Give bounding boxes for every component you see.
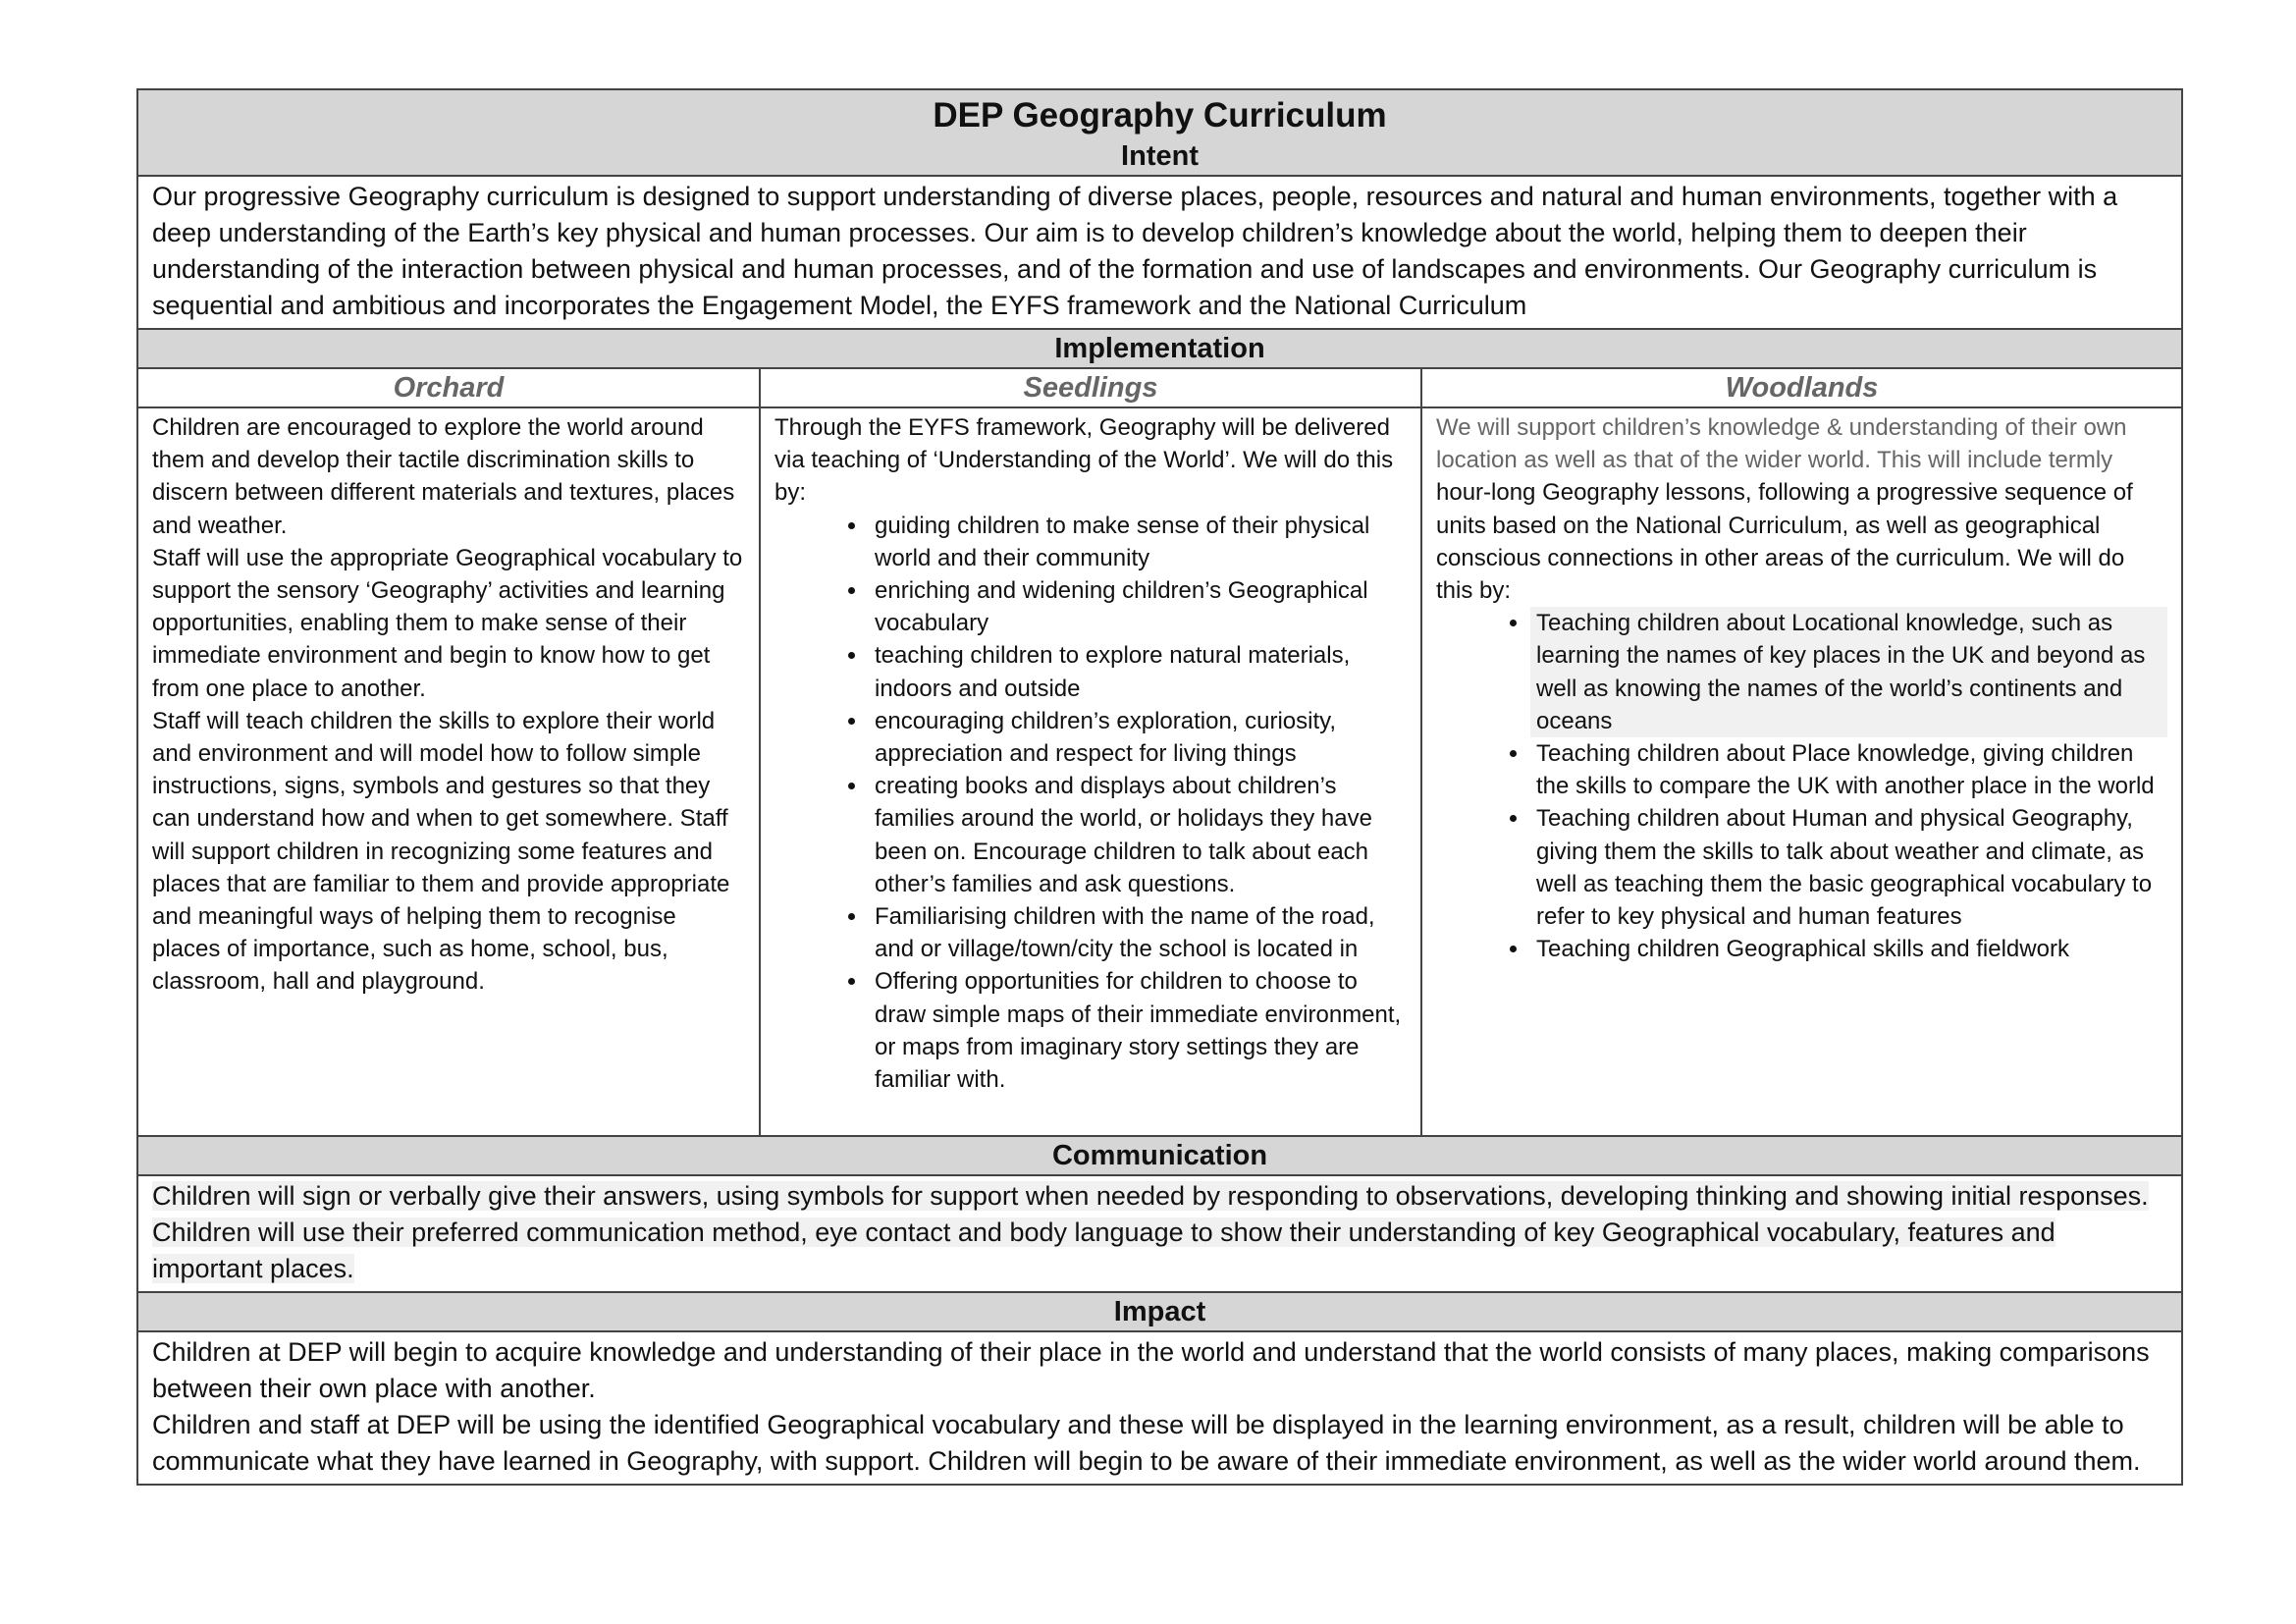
impact-cell	[137, 1331, 2182, 1485]
seedlings-header-cell	[760, 368, 1421, 407]
orchard-heading: Orchard	[393, 372, 505, 404]
woodlands-cell	[1421, 407, 2182, 1136]
list-item: • Offering opportunities for children to choose to draw simple maps of their immediate environment, or maps from imaginary story settings they are familiar with.	[869, 965, 1407, 1096]
title-header	[137, 89, 2182, 176]
communication-text	[138, 1176, 2181, 1291]
seedlings-intro: Through the EYFS framework, Geography will be delivered via teaching of ‘Understanding of the World’. We will do this by:	[774, 414, 1394, 507]
communication-header	[137, 1136, 2182, 1175]
list-item: • Teaching children about Human and physical Geography, giving them the skills to talk about weather and climate, as well as teaching them the basic geographical vocabulary to refer to key physical and human features	[1530, 802, 2167, 933]
list-item: • encouraging children’s exploration, curiosity, appreciation and respect for living things	[869, 705, 1407, 770]
seedlings-cell	[760, 407, 1421, 1136]
woodlands-intro	[1436, 411, 2167, 607]
orchard-paragraph: Staff will teach children the skills to explore their world and environment and will model how to follow simple instructions, signs, symbols and gestures so that they can understand how and when to get somewhere. Staff will support children in recognizing some features and places that are familiar to them and provide appropriate and meaningful ways of helping them to recognise places of importance, such as home, school, bus, classroom, hall and playground.	[152, 707, 730, 996]
intent-heading: Intent	[1121, 140, 1199, 172]
woodlands-intro-mid: This will include termly	[1870, 447, 2113, 474]
orchard-paragraph: Children are encouraged to explore the world around them and develop their tactile discrimination skills to discern between different materials and textures, places and weather.	[152, 414, 735, 539]
list-item: • enriching and widening children’s Geographical vocabulary	[869, 574, 1407, 639]
list-item: • guiding children to make sense of their physical world and their community	[869, 510, 1407, 574]
list-item: • Familiarising children with the name of the road, and or village/town/city the school is located in	[869, 900, 1407, 965]
intent-text: Our progressive Geography curriculum is designed to support understanding of diverse places, people, resources and natural and human environments, together with a deep understanding of the Earth’s key physical and human processes. Our aim is to develop children’s knowledge about the world, helping them to deepen their understanding of the interaction between physical and human processes, and of the formation and use of landscapes and environments. Our Geography curriculum is sequential and ambitious and incorporates the Engagement Model, the EYFS framework and the National Curriculum	[152, 182, 2118, 320]
impact-text	[138, 1332, 2181, 1484]
curriculum-document	[136, 88, 2181, 1486]
intent-cell	[137, 176, 2182, 329]
woodlands-header-cell	[1421, 368, 2182, 407]
list-item: • Teaching children about Locational knowledge, such as learning the names of key places in the UK and beyond as well as knowing the names of the world’s continents and oceans	[1530, 607, 2167, 737]
list-item: • Teaching children Geographical skills and fieldwork	[1530, 933, 2167, 965]
implementation-header	[137, 329, 2182, 368]
impact-header	[137, 1292, 2182, 1331]
list-item: • teaching children to explore natural materials, indoors and outside	[869, 639, 1407, 704]
list-item: • creating books and displays about children’s families around the world, or holidays they have been on. Encourage children to talk about each other’s families and ask questions.	[869, 770, 1407, 900]
impact-paragraph: Children and staff at DEP will be using the identified Geographical vocabulary and these will be displayed in the learning environment, as a result, children will be able to communicate what they have learned in Geography, with support. Children will begin to be aware of their immediate environment, as well as the wider world around them.	[152, 1410, 2141, 1476]
impact-heading: Impact	[1113, 1296, 1206, 1327]
woodlands-intro-grey: We will support children’s knowledge & understanding of their own location as well as that of the wider world.	[1436, 414, 2127, 474]
curriculum-table	[136, 88, 2183, 1486]
impact-paragraph: Children at DEP will begin to acquire knowledge and understanding of their place in the world and understand that the world consists of many places, making comparisons between their own place with another.	[152, 1337, 2150, 1403]
orchard-header-cell	[137, 368, 760, 407]
communication-text-span: Children will sign or verbally give their answers, using symbols for support when needed by responding to observations, developing thinking and showing initial responses. Children will use their preferred communication method, eye contact and body language to show their understanding of key Geographical vocabulary, features and important places.	[152, 1181, 2149, 1283]
orchard-paragraph: Staff will use the appropriate Geographical vocabulary to support the sensory ‘Geography’ activities and learning opportunities, enabling them to make sense of their immediate environment and begin to know how to get from one place to another.	[152, 544, 743, 702]
seedlings-list	[774, 510, 1407, 1097]
communication-cell	[137, 1175, 2182, 1292]
page-title: DEP Geography Curriculum	[933, 96, 1387, 135]
woodlands-list	[1436, 607, 2167, 965]
list-item: • Teaching children about Place knowledge, giving children the skills to compare the UK with another place in the world	[1530, 737, 2167, 802]
implementation-heading: Implementation	[1054, 333, 1265, 364]
seedlings-heading: Seedlings	[1023, 372, 1158, 404]
communication-heading: Communication	[1051, 1140, 1268, 1171]
woodlands-intro-rest: hour-long Geography lessons, following a progressive sequence of units based on the National Curriculum, as well as geographical conscious connections in other areas of the curriculum. We will do this by:	[1436, 479, 2133, 605]
woodlands-heading: Woodlands	[1725, 372, 1879, 404]
orchard-cell	[137, 407, 760, 1136]
